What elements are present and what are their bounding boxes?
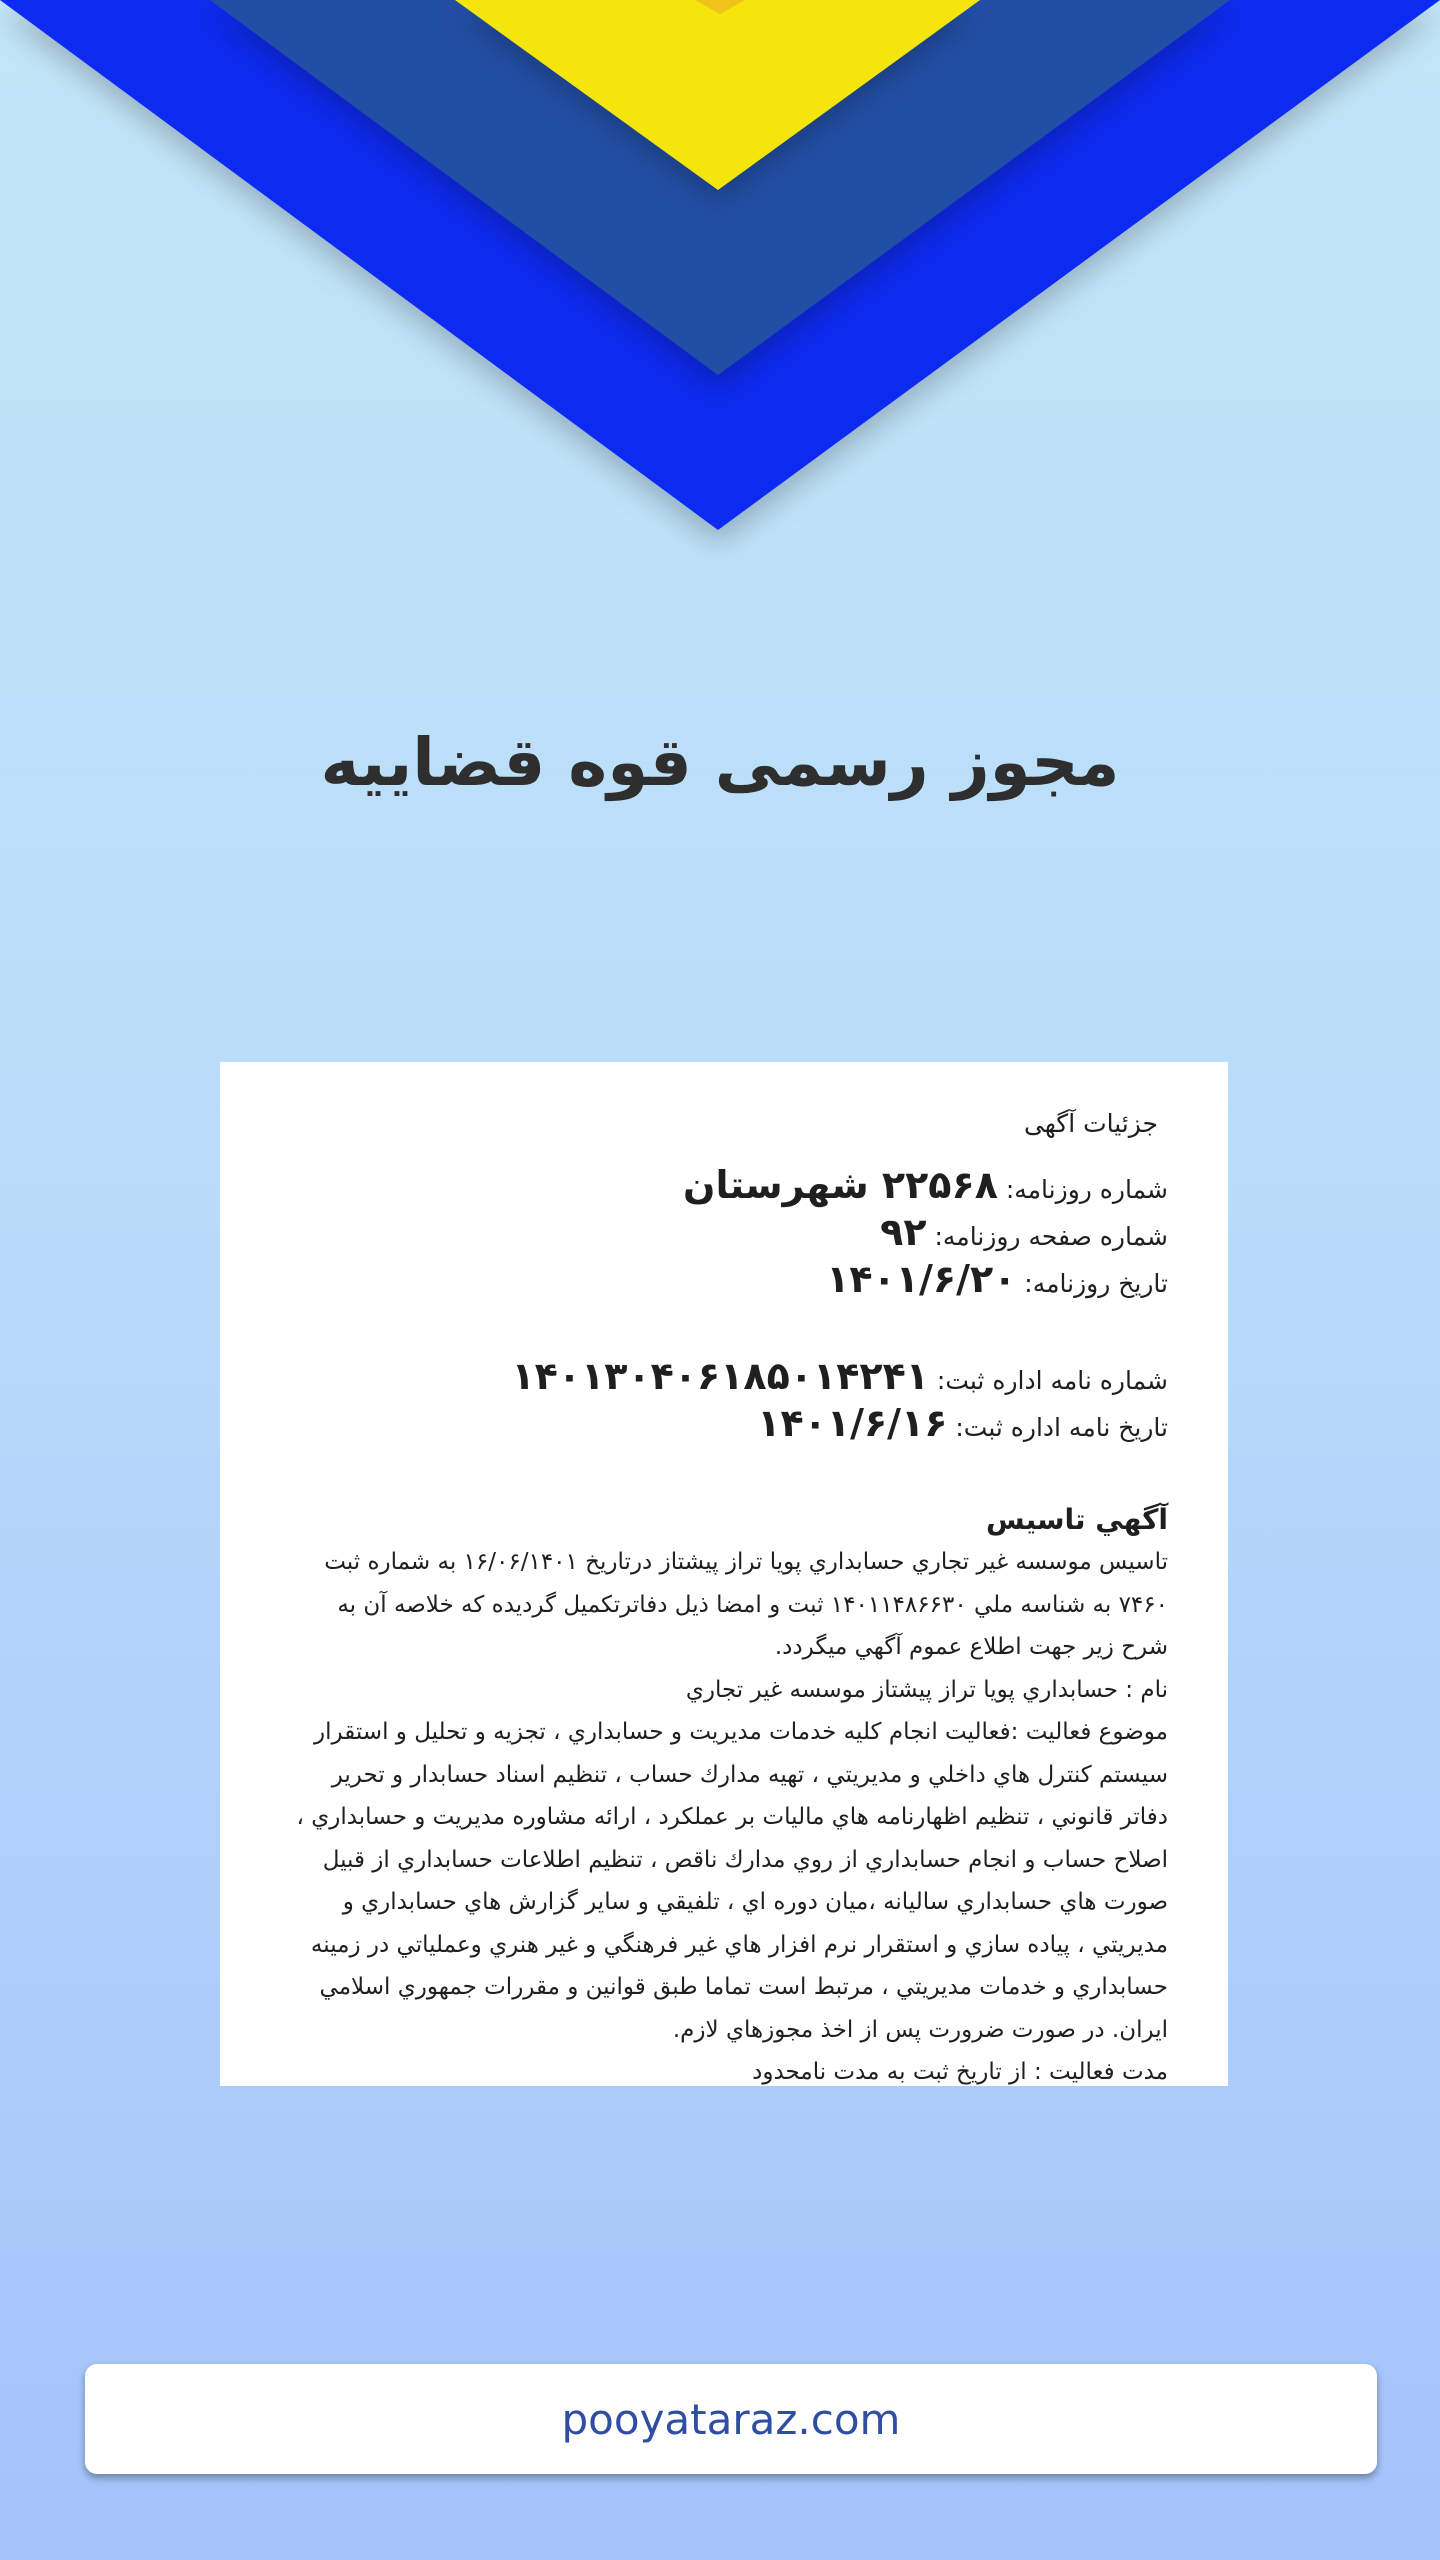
ad-line: تاسيس موسسه غير تجاري حسابداري پويا تراز پيشتاز درتاريخ ۱۶/۰۶/۱۴۰۱ به شماره ثبت <box>324 1549 1168 1575</box>
page-number-label: شماره صفحه روزنامه: <box>934 1222 1168 1251</box>
registry-letter-number-label: شماره نامه اداره ثبت: <box>936 1366 1168 1395</box>
footer-link-bar[interactable] <box>85 2364 1377 2474</box>
ad-line: سيستم كنترل هاي داخلي و مديريتي ، تهيه مدارك حساب ، تنظيم اسناد حسابدار و تحرير <box>331 1761 1168 1788</box>
newspaper-date-row <box>280 1258 1168 1305</box>
registry-letter-date-label: تاریخ نامه اداره ثبت: <box>955 1413 1168 1442</box>
notice-card <box>220 1062 1228 2086</box>
registry-letter-number-value: ۱۴۰۱۳۰۴۰۶۱۸۵۰۱۴۲۴۱ <box>511 1354 929 1398</box>
ad-line: ايران. در صورت ضرورت پس از اخذ مجوزهاي لازم. <box>672 2016 1168 2043</box>
ad-line: اصلاح حساب و انجام حسابداري از روي مدارك ناقص ، تنظيم اطلاعات حسابداري از قبيل <box>322 1846 1168 1873</box>
meta-spacer-2 <box>280 1449 1168 1499</box>
ad-line: ۷۴۶۰ به شناسه ملي ۱۴۰۱۱۴۸۶۶۳۰ ثبت و امضا ذيل دفاترتكميل گرديده كه خلاصه آن به <box>337 1591 1168 1618</box>
registry-letter-date-value: ۱۴۰۱/۶/۱۶ <box>757 1401 948 1445</box>
ad-title: آگهي تاسيس <box>985 1503 1168 1536</box>
notice-section-title: جزئیات آگهی <box>1023 1109 1158 1138</box>
page-number-row <box>280 1211 1168 1258</box>
registry-letter-date-row <box>280 1402 1168 1449</box>
ad-line: موضوع فعاليت :فعاليت انجام كليه خدمات مديريت و حسابداري ، تجزيه و تحليل و استقرار <box>314 1719 1168 1745</box>
ad-line: نام : حسابداري پويا تراز پيشتاز موسسه غير تجاري <box>685 1676 1168 1703</box>
ad-line: حسابداري و خدمات مديريتي ، مرتبط است تماما طبق قوانين و مقررات جمهوري اسلامي <box>319 1974 1168 2000</box>
page-number-value: ۹۲ <box>880 1210 927 1254</box>
ad-line: دفاتر قانوني ، تنظيم اظهارنامه هاي ماليات بر عملكرد ، ارائه مشاوره مديريت و حسابداري ، <box>296 1804 1168 1830</box>
newspaper-number-value: ۲۲۵۶۸ شهرستان <box>683 1163 998 1207</box>
registry-letter-number-row <box>280 1355 1168 1402</box>
ad-line: صورت هاي حسابداري ساليانه ،ميان دوره اي ، تلفيقي و ساير گزارش هاي حسابداري و <box>342 1889 1168 1915</box>
newspaper-date-label: تاریخ روزنامه: <box>1024 1269 1168 1298</box>
ad-line: مديريتي ، پياده سازي و استقرار نرم افزار هاي غير فرهنگي و غير هنري وعملياتي در زمينه <box>310 1931 1168 1958</box>
website-link[interactable]: pooyataraz.com <box>561 2394 901 2444</box>
ad-line: شرح زير جهت اطلاع عموم آگهي ميگردد. <box>774 1634 1168 1660</box>
newspaper-date-value: ۱۴۰۱/۶/۲۰ <box>826 1257 1017 1301</box>
ad-line: مدت فعاليت : از تاريخ ثبت به مدت نامحدود <box>752 2059 1168 2085</box>
meta-spacer <box>280 1305 1168 1355</box>
newspaper-number-row <box>280 1164 1168 1211</box>
page-title: مجوز رسمی قوه قضاییه <box>320 724 1120 801</box>
header-chevron-graphic <box>0 0 1440 560</box>
newspaper-number-label: شماره روزنامه: <box>1005 1175 1168 1204</box>
